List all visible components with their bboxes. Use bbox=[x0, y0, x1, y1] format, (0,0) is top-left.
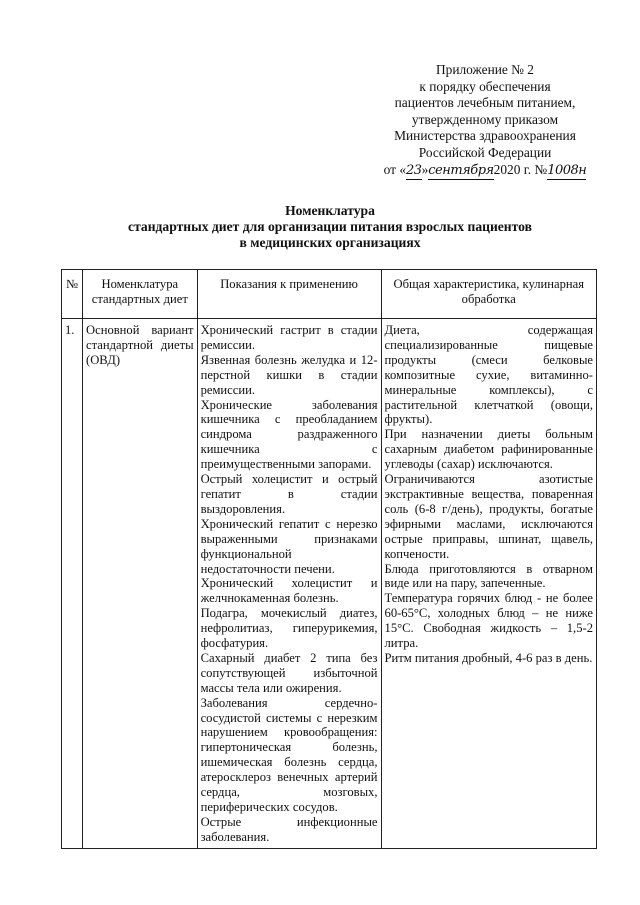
handwritten-order-number: 1008н bbox=[547, 163, 586, 181]
annex-line: утвержденному приказом bbox=[411, 111, 559, 127]
annex-line: Министерства здравоохранения bbox=[394, 128, 576, 144]
characteristic-item: Температура горячих блюд - не более 60-65°С, холодных блюд – не ниже 15°С. Свободная жидкость – 1,5-2 литра. bbox=[384, 591, 593, 651]
row-num: 1. bbox=[62, 319, 83, 849]
row-diet-name bbox=[83, 319, 198, 849]
header-num: № bbox=[62, 270, 83, 319]
order-date-line bbox=[360, 162, 610, 181]
title-line-1: Номенклатура bbox=[285, 203, 375, 218]
annex-line: Российской Федерации bbox=[418, 144, 552, 160]
indication-item: Хронические заболевания кишечника с преобладанием синдрома раздраженного кишечника с преимущественными запорами. bbox=[200, 397, 378, 472]
handwritten-month: сентября bbox=[428, 163, 493, 181]
row-indications bbox=[197, 319, 381, 849]
date-prefix: от « bbox=[383, 161, 407, 177]
table-row bbox=[62, 319, 597, 849]
annex-line: пациентов лечебным питанием, bbox=[394, 95, 576, 111]
title-line-2: стандартных диет для организации питания взрослых пациентов bbox=[128, 219, 532, 234]
table-header-row bbox=[62, 270, 597, 319]
annex-header bbox=[360, 62, 610, 180]
diet-table bbox=[61, 269, 597, 849]
header-indications: Показания к применению bbox=[197, 270, 381, 319]
document-title bbox=[60, 203, 600, 251]
indication-item: Хронический гепатит с нерезко выраженными признаками функциональной недостаточности печени. bbox=[200, 516, 378, 576]
characteristic-item: Блюда приготовляются в отварном виде или на пару, запеченные. bbox=[384, 561, 593, 591]
header-general: Общая характеристика, кулинарная обработка bbox=[381, 270, 596, 319]
characteristic-item: Ритм питания дробный, 4-6 раз в день. bbox=[384, 650, 593, 665]
date-mid: » bbox=[421, 161, 429, 177]
title-line-3: в медицинских организациях bbox=[239, 235, 421, 250]
indication-item: Заболевания сердечно-сосудистой системы с нерезким нарушением кровообращения: гипертоническая болезнь, ишемическая болезнь сердца, атеросклероз венечных артерий сердца, мозговых, периферических сосудов. bbox=[200, 695, 378, 814]
characteristic-item: Диета, содержащая специализированные пищевые продукты (смеси белковые композитные сухие, витаминно-минеральные комплексы), с растительной клетчаткой (овощи, фрукты). bbox=[384, 323, 593, 427]
indication-item: Подагра, мочекислый диатез, нефролитиаз, гиперурикемия, фосфатурия. bbox=[200, 606, 378, 651]
indication-item: Хронический гастрит в стадии ремиссии. bbox=[200, 323, 378, 352]
row-general-characteristics bbox=[381, 319, 596, 849]
indication-item: Острый холецистит и острый гепатит в стадии выздоровления. bbox=[200, 472, 378, 516]
header-name: Номенклатура стандартных диет bbox=[83, 270, 198, 319]
characteristic-item: При назначении диеты больным сахарным диабетом рафинированные углеводы (сахар) исключаются. bbox=[384, 427, 593, 472]
indication-item: Острые инфекционные заболевания. bbox=[200, 814, 378, 844]
handwritten-day: 23 bbox=[406, 163, 422, 181]
indication-item: Сахарный диабет 2 типа без сопутствующей избыточной массы тела или ожирения. bbox=[200, 650, 378, 695]
indication-item: Хронический холецистит и желчнокаменная болезнь. bbox=[200, 576, 378, 606]
date-year: 2020 г. № bbox=[493, 161, 548, 177]
diet-name-text: Основной вариант стандартной диеты (ОВД) bbox=[86, 323, 194, 367]
indication-item: Язвенная болезнь желудка и 12-перстной кишки в стадии ремиссии. bbox=[200, 352, 378, 397]
annex-line: к порядку обеспечения bbox=[419, 78, 551, 94]
annex-line: Приложение № 2 bbox=[435, 62, 535, 77]
characteristic-item: Ограничиваются азотистые экстрактивные вещества, поваренная соль (6-8 г/день), продукты, богатые эфирными маслами, исключаются острые приправы, шпинат, щавель, копчености. bbox=[384, 472, 593, 561]
